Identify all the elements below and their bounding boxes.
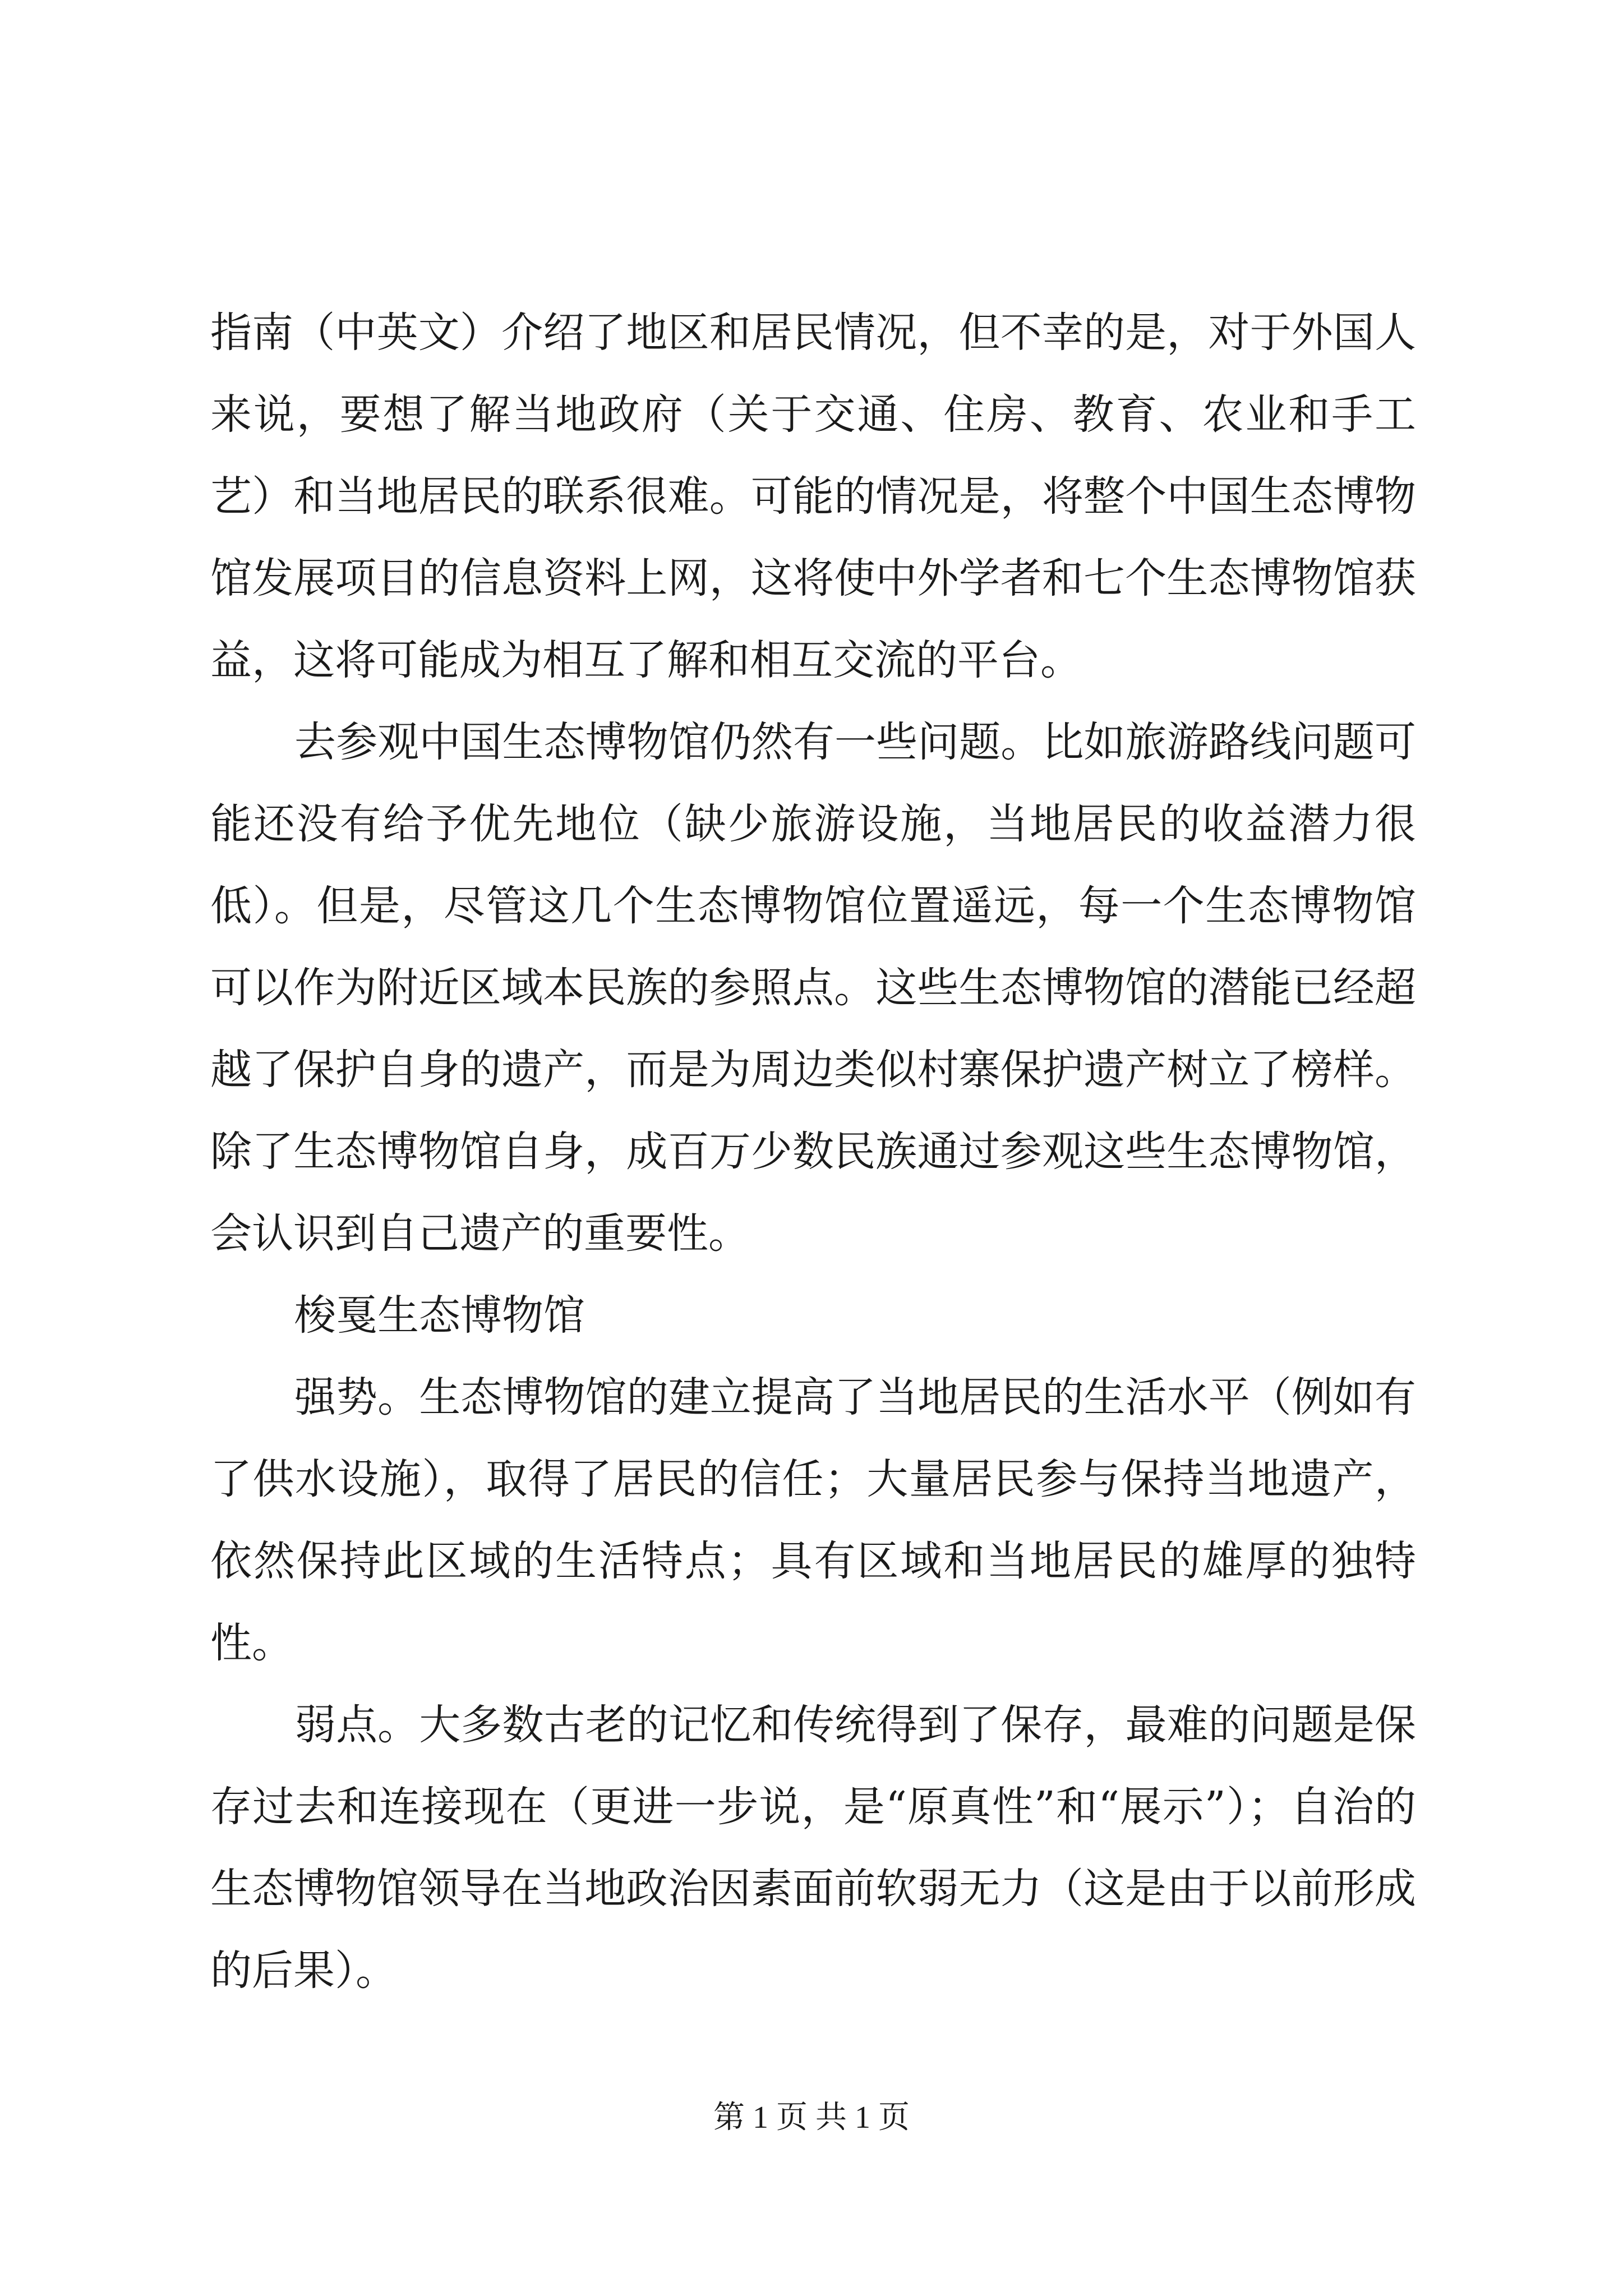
page-footer: 第 1 页 共 1 页	[713, 2100, 910, 2135]
document-body	[210, 292, 1416, 2012]
paragraph-intro-continuation: 指南（中英文）介绍了地区和居民情况，但不幸的是，对于外国人来说，要想了解当地政府（关于交通、住房、教育、农业和手工艺）和当地居民的联系很难。可能的情况是，将整个中国生态博物馆发展项目的信息资料上网，这将使中外学者和七个生态博物馆获益，这将可能成为相互了解和相互交流的平台。	[210, 309, 1416, 684]
paragraph-strengths: 强势。生态博物馆的建立提高了当地居民的生活水平（例如有了供水设施），取得了居民的信任；大量居民参与保持当地遗产，依然保持此区域的生活特点；具有区域和当地居民的雄厚的独特性。	[210, 1373, 1416, 1667]
paragraph-weaknesses: 弱点。大多数古老的记忆和传统得到了保存，最难的问题是保存过去和连接现在（更进一步说，是“原真性”和“展示”）；自治的生态博物馆领导在当地政治因素面前软弱无力（这是由于以前形成的后果）。	[210, 1701, 1416, 1995]
paragraph-visiting-issues: 去参观中国生态博物馆仍然有一些问题。比如旅游路线问题可能还没有给予优先地位（缺少旅游设施，当地居民的收益潜力很低）。但是，尽管这几个生态博物馆位置遥远，每一个生态博物馆可以作为附近区域本民族的参照点。这些生态博物馆的潜能已经超越了保护自身的遗产，而是为周边类似村寨保护遗产树立了榜样。除了生态博物馆自身，成百万少数民族通过参观这些生态博物馆，会认识到自己遗产的重要性。	[210, 718, 1416, 1258]
section-heading-suoga: 梭戛生态博物馆	[294, 1291, 585, 1340]
